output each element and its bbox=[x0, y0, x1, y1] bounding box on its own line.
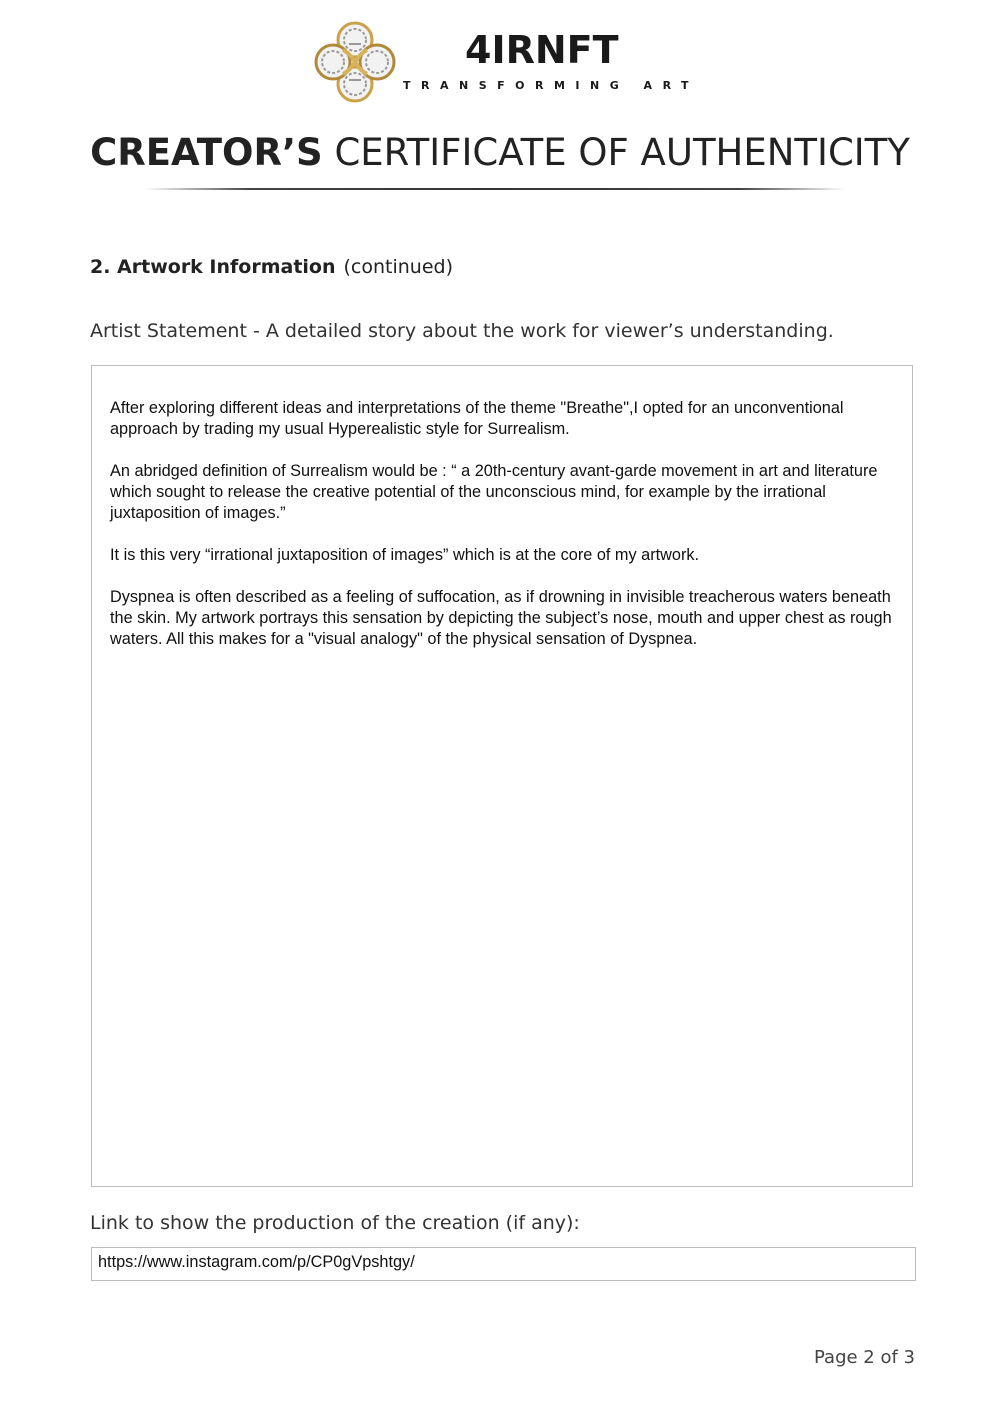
certificate-title bbox=[0, 128, 1000, 178]
artist-statement-label: Artist Statement - A detailed story about the work for viewer’s understanding. bbox=[90, 320, 834, 342]
production-link-value[interactable]: https://www.instagram.com/p/CP0gVpshtgy/ bbox=[98, 1253, 415, 1271]
statement-paragraph: An abridged definition of Surrealism would be : “ a 20th-century avant-garde movement in art and literature which sought to release the creative potential of the unconscious mind, for example by the irrational juxtaposition of images.” bbox=[110, 462, 878, 522]
artist-statement-text bbox=[110, 398, 900, 671]
artist-statement-field[interactable] bbox=[91, 365, 913, 1187]
section-heading-note: (continued) bbox=[343, 256, 454, 278]
page-number: Page 2 of 3 bbox=[814, 1347, 915, 1368]
production-link-field[interactable] bbox=[91, 1247, 916, 1281]
section-heading-title: 2. Artwork Information bbox=[90, 256, 336, 278]
brand-name: 4IRNFT bbox=[465, 28, 619, 72]
title-divider bbox=[145, 188, 845, 190]
statement-paragraph: After exploring different ideas and interpretations of the theme "Breathe",I opted for an unconventional approach by trading my usual Hyperealistic style for Surrealism. bbox=[110, 399, 844, 438]
statement-paragraph: Dyspnea is often described as a feeling of suffocation, as if drowning in invisible treacherous waters beneath the skin. My artwork portrays this sensation by depicting the subject’s nose, mouth and upper chest as rough waters. All this makes for a "visual analogy" of the physical sensation of Dyspnea. bbox=[110, 588, 892, 648]
certificate-title-strong: CREATOR’S bbox=[90, 131, 323, 174]
document-header bbox=[0, 0, 1000, 210]
certificate-title-rest: CERTIFICATE OF AUTHENTICITY bbox=[334, 131, 910, 174]
knot-logo-icon bbox=[313, 20, 397, 104]
statement-paragraph: It is this very “irrational juxtaposition of images” which is at the core of my artwork. bbox=[110, 546, 700, 564]
brand-tagline: TRANSFORMING ART bbox=[403, 79, 700, 92]
section-heading bbox=[90, 256, 453, 278]
production-link-label: Link to show the production of the creation (if any): bbox=[90, 1212, 580, 1234]
